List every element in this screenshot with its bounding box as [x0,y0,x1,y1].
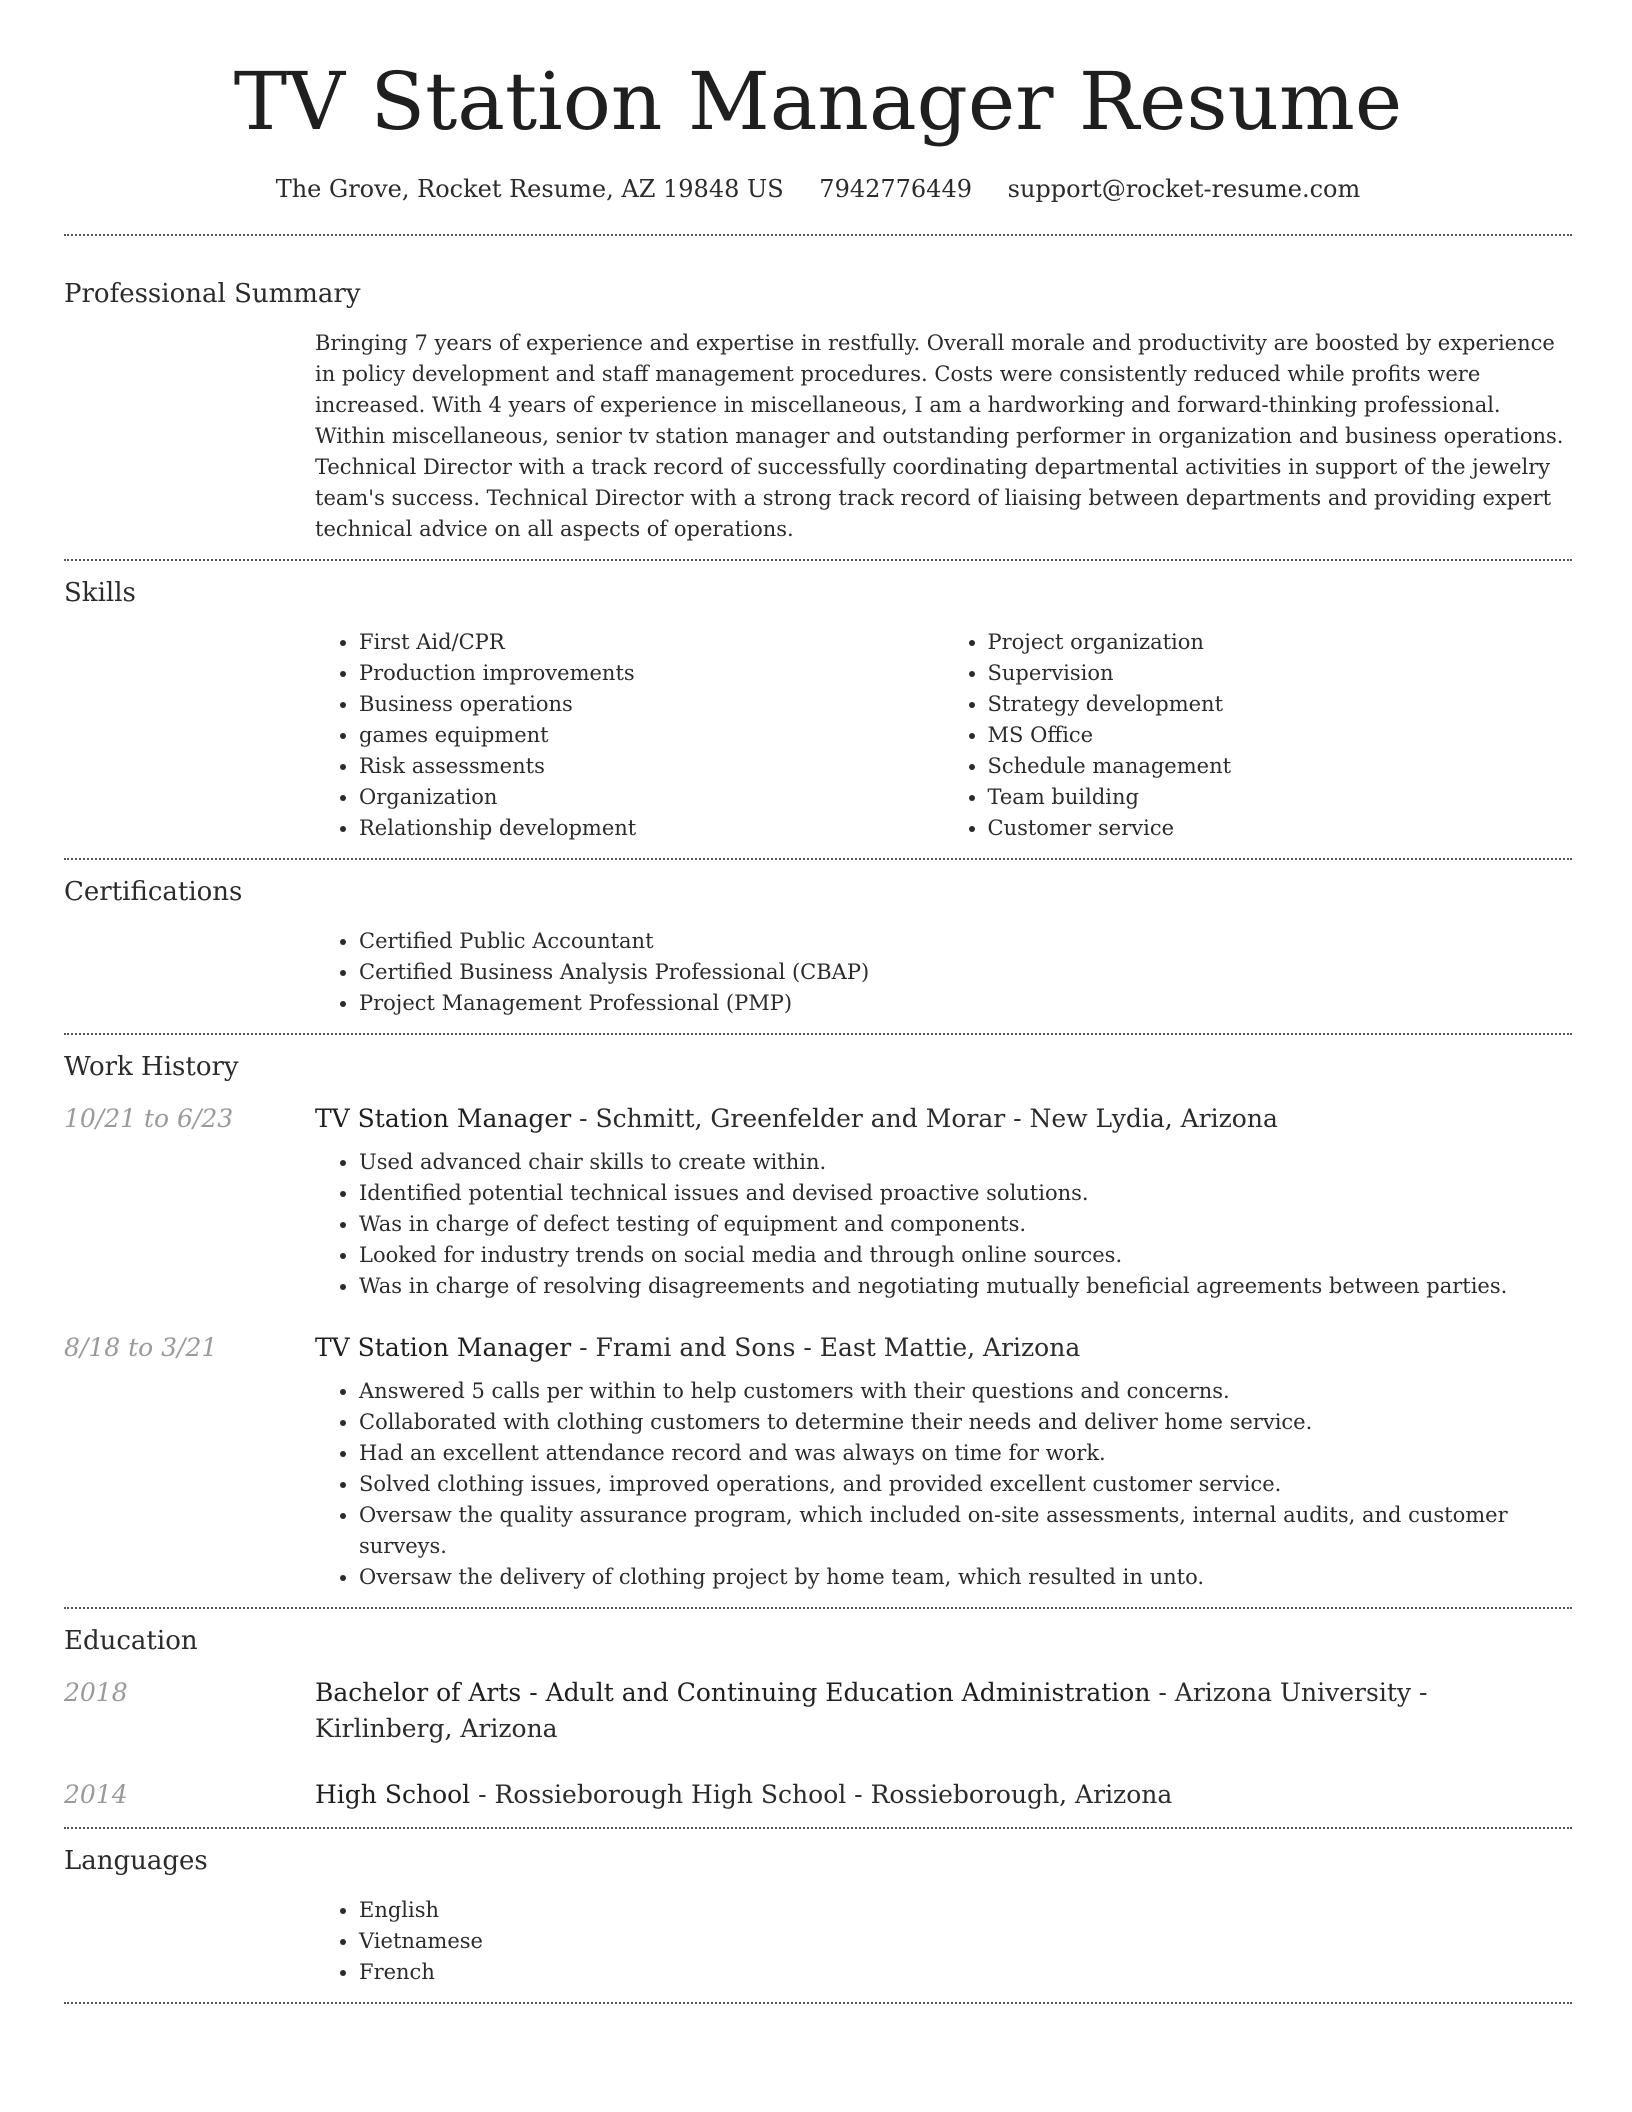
list-item: • Project Management Professional (PMP) [359,988,1572,1019]
list-item: • Answered 5 calls per within to help customers with their questions and concerns. [359,1376,1572,1407]
list-item: • Schedule management [988,751,1573,782]
section-title-skills: Skills [64,578,136,608]
skills-content [315,627,1572,844]
summary-text: Bringing 7 years of experience and expertise in restfully. Overall morale and productivity are boosted by experience in policy development and staff management procedures. Costs were consistently reduced while profits were increased. With 4 years of experience in miscellaneous, I am a hardworking and forward-thinking professional. Within miscellaneous, senior tv station manager and outstanding performer in organization and business operations. Technical Director with a track record of successfully coordinating departmental activities in support of the jewelry team's success. Technical Director with a strong track record of liaising between departments and providing expert technical advice on all aspects of operations. [315,331,1564,541]
work-entry [64,1330,1572,1593]
list-item: • Team building [988,782,1573,813]
section-title-work: Work History [64,1052,239,1082]
work-details: - Frami and Sons - East Mattie, Arizona [571,1333,1081,1362]
list-item: • Solved clothing issues, improved operations, and provided excellent customer service. [359,1469,1572,1500]
list-item: • Was in charge of resolving disagreements and negotiating mutually beneficial agreements between parties. [359,1271,1572,1302]
list-item: • Supervision [988,658,1573,689]
list-item: • Organization [359,782,944,813]
work-date: 10/21 to 6/23 [64,1104,234,1133]
work-role: TV Station Manager [315,1104,572,1133]
work-body [315,1101,1572,1302]
list-item: • MS Office [988,720,1573,751]
work-body [315,1330,1572,1593]
education-entry [64,1675,1572,1747]
list-item: • First Aid/CPR [359,627,944,658]
section-divider [64,2002,1572,2004]
skills-section [64,561,1572,858]
certifications-content [315,926,1572,1019]
resume-title: TV Station Manager Resume [233,55,1403,148]
list-item: • Vietnamese [359,1926,1572,1957]
education-degree: Bachelor of Arts - Adult and Continuing Education Administration [315,1678,1151,1707]
summary-section [64,236,1572,559]
list-item: • Customer service [988,813,1573,844]
certifications-section [64,860,1572,1033]
resume-page [64,0,1572,2004]
section-title-certifications: Certifications [64,877,243,907]
education-details: - Rossieborough High School - Rossieborough, Arizona [470,1780,1173,1809]
education-body [315,1675,1572,1747]
list-item: • Looked for industry trends on social media and through online sources. [359,1240,1572,1271]
list-item: • Identified potential technical issues and devised proactive solutions. [359,1178,1572,1209]
contact-address: The Grove, Rocket Resume, AZ 19848 US [275,175,784,203]
list-item: • Relationship development [359,813,944,844]
list-item: • English [359,1895,1572,1926]
work-title [315,1330,1572,1366]
work-title [315,1101,1572,1137]
section-title-languages: Languages [64,1846,208,1876]
list-item: • Risk assessments [359,751,944,782]
list-item: • games equipment [359,720,944,751]
languages-content [315,1895,1572,1988]
list-item: • Used advanced chair skills to create within. [359,1147,1572,1178]
list-item: • Certified Public Accountant [359,926,1572,957]
list-item: • Collaborated with clothing customers to determine their needs and deliver home service. [359,1407,1572,1438]
contact-email: support@rocket-resume.com [1007,175,1361,203]
work-bullets [315,1376,1572,1593]
list-item: • Oversaw the quality assurance program, which included on-site assessments, internal audits, and customer surveys. [359,1500,1572,1562]
resume-header [64,0,1572,206]
list-item: • Business operations [359,689,944,720]
section-title-education: Education [64,1626,198,1656]
skills-list-left [315,627,944,844]
contact-line [64,172,1572,206]
summary-content [315,328,1572,545]
list-item: • Was in charge of defect testing of equipment and components. [359,1209,1572,1240]
work-entry [64,1101,1572,1302]
contact-phone: 7942776449 [819,175,972,203]
list-item: • Production improvements [359,658,944,689]
work-details: - Schmitt, Greenfelder and Morar - New Lydia, Arizona [571,1104,1278,1133]
skills-list-right [944,627,1573,844]
certifications-list [315,926,1572,1019]
education-section [64,1609,1572,1827]
list-item: • Certified Business Analysis Professional (CBAP) [359,957,1572,988]
education-degree: High School [315,1780,471,1809]
work-date: 8/18 to 3/21 [64,1333,218,1362]
education-body [315,1777,1572,1813]
education-date: 2018 [64,1678,128,1707]
education-date: 2014 [64,1780,128,1809]
education-entry [64,1777,1572,1813]
list-item: • Had an excellent attendance record and was always on time for work. [359,1438,1572,1469]
list-item: • Project organization [988,627,1573,658]
list-item: • Oversaw the delivery of clothing project by home team, which resulted in unto. [359,1562,1572,1593]
work-history-section [64,1035,1572,1607]
languages-list [315,1895,1572,1988]
section-title-summary: Professional Summary [64,279,361,309]
work-bullets [315,1147,1572,1302]
education-title [315,1675,1572,1747]
education-details: - Arizona University - Kirlinberg, Arizona [315,1678,1428,1743]
work-role: TV Station Manager [315,1333,572,1362]
list-item: • French [359,1957,1572,1988]
education-title [315,1777,1572,1813]
list-item: • Strategy development [988,689,1573,720]
languages-section [64,1829,1572,2002]
